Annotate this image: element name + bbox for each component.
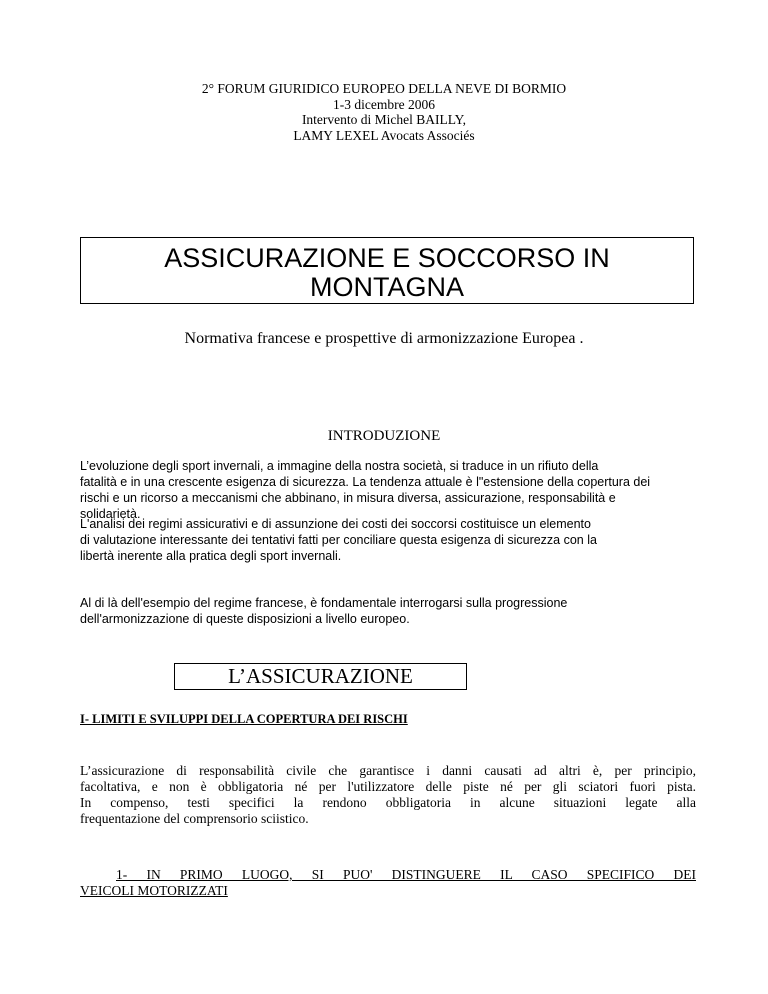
law-firm: LAMY LEXEL Avocats Associés (293, 127, 475, 143)
section-title-box: L’ASSICURAZIONE (174, 663, 467, 690)
document-subtitle: Normativa francese e prospettive di armonizzazione Europea . (184, 330, 584, 347)
text-line: L’assicurazione di responsabilità civile che garantisce i danni causati ad altri è, per principio, (80, 763, 696, 778)
forum-dates: 1-3 dicembre 2006 (333, 96, 435, 112)
subsection-heading (80, 867, 696, 899)
intro-paragraph-3 (80, 595, 696, 627)
text-line: In compenso, testi specifici la rendono obbligatoria in alcune situazioni legate alla (80, 795, 696, 810)
section-paragraph (80, 763, 696, 827)
speaker-line: Intervento di Michel BAILLY, (301, 112, 467, 127)
text-line: dell'armonizzazione di queste disposizioni a livello europeo. (80, 612, 410, 626)
section-heading: I- LIMITI E SVILUPPI DELLA COPERTURA DEI RISCHI (80, 712, 408, 726)
text-line: libertà inerente alla pratica degli sport invernali. (80, 549, 342, 563)
text-line: facoltativa, e non è obbligatoria né per l'utilizzatore delle piste né per gli sciatori fuori pista. (80, 779, 696, 794)
text-line: Al di là dell'esempio del regime francese, è fondamentale interrogarsi sulla progressione (80, 596, 568, 610)
document-title-box (80, 237, 694, 304)
text-line: L’evoluzione degli sport invernali, a immagine della nostra società, si traduce in un rifiuto della (80, 459, 599, 473)
forum-name: 2° FORUM GIURIDICO EUROPEO DELLA NEVE DI BORMIO (201, 81, 567, 96)
forum-header (0, 81, 768, 143)
text-line: VEICOLI MOTORIZZATI (80, 883, 228, 898)
text-line: fatalità e in una crescente esigenza di sicurezza. La tendenza attuale è l"estensione della copertura dei (80, 475, 651, 489)
text-line: 1- IN PRIMO LUOGO, SI PUO' DISTINGUERE IL CASO SPECIFICO DEI (116, 867, 696, 882)
text-line: frequentazione del comprensorio sciistico. (80, 811, 309, 826)
document-title-line-2: MONTAGNA (310, 272, 464, 302)
text-line: rischi e un ricorso a meccanismi che abbinano, in misura diversa, assicurazione, responsabilità e (80, 491, 616, 505)
text-line: di valutazione interessante dei tentativi fatti per conciliare questa esigenza di sicurezza con la (80, 533, 597, 547)
intro-paragraph-2 (80, 516, 696, 564)
intro-paragraph-1 (80, 458, 696, 522)
text-line: L'analisi dei regimi assicurativi e di assunzione dei costi dei soccorsi costituisce un elemento (80, 517, 591, 531)
text-line: solidarietà. (80, 507, 141, 521)
document-title-line-1: ASSICURAZIONE E SOCCORSO IN (164, 243, 610, 273)
intro-heading: INTRODUZIONE (327, 428, 441, 444)
